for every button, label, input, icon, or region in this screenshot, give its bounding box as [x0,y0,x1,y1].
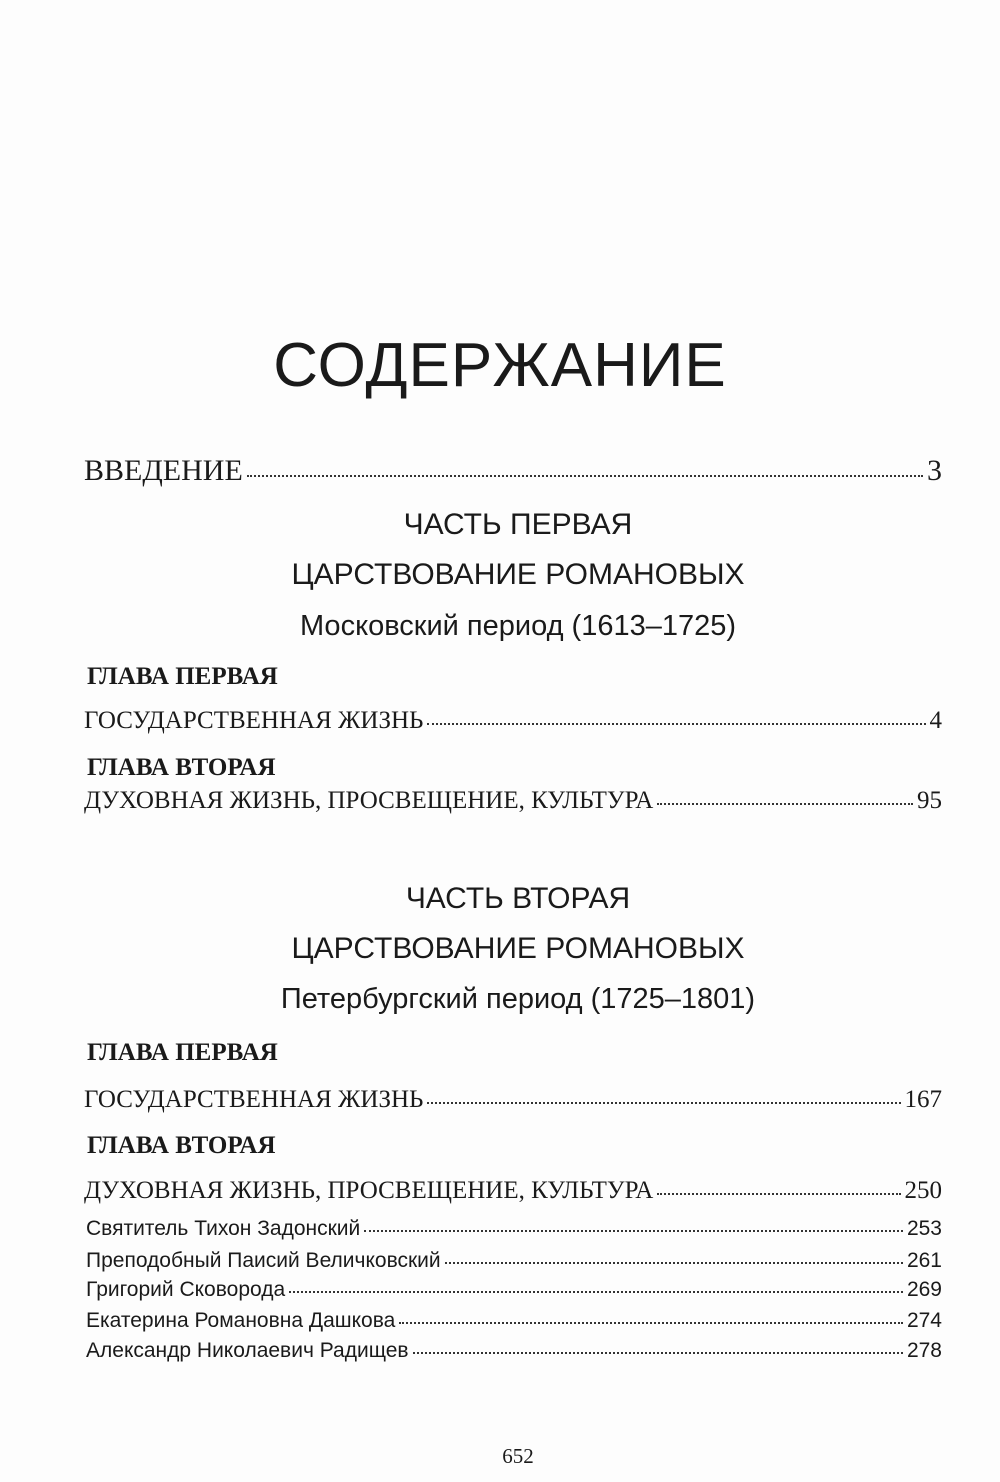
chapter-heading: ГЛАВА ПЕРВАЯ [87,1039,278,1066]
toc-entry-page: 95 [917,787,942,814]
toc-entry-label: ГОСУДАРСТВЕННАЯ ЖИЗНЬ [84,707,424,734]
toc-entry-page: 4 [929,707,942,734]
toc-entry[interactable] [84,1087,942,1112]
dot-leader [445,1262,903,1264]
toc-subentry[interactable] [86,1340,942,1361]
dot-leader [427,723,925,725]
toc-entry-label: Святитель Тихон Задонский [86,1217,361,1240]
toc-entry-label: Григорий Сковорода [86,1278,286,1301]
page-title: СОДЕРЖАНИЕ [273,331,727,400]
chapter-heading: ГЛАВА ВТОРАЯ [87,1132,276,1159]
part-period: Московский период (1613–1725) [299,610,737,642]
part-heading: ЧАСТЬ ВТОРАЯ [405,882,631,915]
toc-entry[interactable] [84,708,942,733]
dot-leader [247,475,923,477]
toc-subentry[interactable] [86,1218,942,1239]
dot-leader [657,1193,900,1195]
toc-entry-page: 274 [906,1309,942,1332]
toc-entry-label: ДУХОВНАЯ ЖИЗНЬ, ПРОСВЕЩЕНИЕ, КУЛЬТУРА [84,1177,654,1204]
toc-entry-label: ВВЕДЕНИЕ [84,454,243,487]
chapter-heading: ГЛАВА ВТОРАЯ [87,754,276,781]
part-period: Петербургский период (1725–1801) [280,983,756,1015]
toc-entry-page: 167 [904,1086,942,1113]
toc-entry-page: 253 [906,1217,942,1240]
dot-leader [427,1102,900,1104]
part-subtitle: ЦАРСТВОВАНИЕ РОМАНОВЫХ [291,932,745,965]
toc-entry-page: 269 [906,1278,942,1301]
part-heading: ЧАСТЬ ПЕРВАЯ [403,508,633,541]
toc-subentry[interactable] [86,1250,942,1271]
dot-leader [364,1230,903,1232]
dot-leader [657,803,913,805]
dot-leader [413,1352,903,1354]
toc-entry-intro[interactable] [84,456,942,486]
toc-entry-page: 250 [904,1177,942,1204]
toc-entry-page: 3 [927,454,942,487]
page-number: 652 [502,1444,534,1468]
toc-subentry[interactable] [86,1279,942,1300]
part-subtitle: ЦАРСТВОВАНИЕ РОМАНОВЫХ [291,558,745,591]
toc-entry[interactable] [84,788,942,813]
toc-entry-label: Екатерина Романовна Дашкова [86,1309,396,1332]
toc-entry-label: Александр Николаевич Радищев [86,1339,409,1362]
dot-leader [399,1322,903,1324]
toc-entry-label: Преподобный Паисий Величковский [86,1249,441,1272]
chapter-heading: ГЛАВА ПЕРВАЯ [87,663,278,690]
toc-entry[interactable] [84,1178,942,1203]
dot-leader [289,1291,903,1293]
toc-subentry[interactable] [86,1310,942,1331]
toc-entry-label: ГОСУДАРСТВЕННАЯ ЖИЗНЬ [84,1086,424,1113]
toc-entry-page: 261 [906,1249,942,1272]
toc-entry-label: ДУХОВНАЯ ЖИЗНЬ, ПРОСВЕЩЕНИЕ, КУЛЬТУРА [84,787,654,814]
toc-entry-page: 278 [906,1339,942,1362]
